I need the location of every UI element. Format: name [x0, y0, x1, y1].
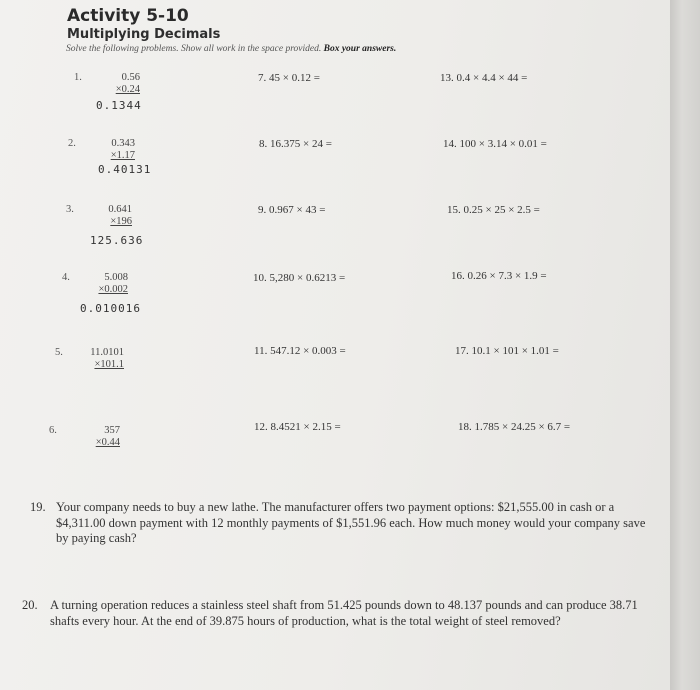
- page-edge-shadow: [670, 0, 700, 690]
- problem-10: [253, 272, 345, 284]
- problem-number: 5.: [55, 347, 63, 358]
- instructions: [66, 44, 396, 54]
- vertical-problem: [100, 72, 140, 96]
- problem-number: 12.: [254, 421, 268, 433]
- problem-number: 13.: [440, 72, 454, 84]
- problem-7: [258, 72, 320, 84]
- problem-number: 9.: [258, 204, 267, 216]
- problem-18: [458, 421, 570, 433]
- activity-title: Activity 5-10: [67, 6, 189, 26]
- handwritten-answer: 125.636: [90, 234, 144, 247]
- handwritten-answer: 0.1344: [96, 99, 142, 112]
- problem-text: 16.375 × 24 =: [270, 138, 332, 150]
- problem-text: 547.12 × 0.003 =: [270, 345, 346, 357]
- top-factor: 0.56: [121, 72, 140, 83]
- problem-number: 15.: [447, 204, 461, 216]
- problem-number: 7.: [258, 72, 267, 84]
- problem-number: 17.: [455, 345, 469, 357]
- problem-number: 18.: [458, 421, 472, 433]
- problem-13: [440, 72, 527, 84]
- problem-text: 5,280 × 0.6213 =: [269, 272, 346, 284]
- word-problem-20: A turning operation reduces a stainless steel shaft from 51.425 pounds down to 48.137 pounds and can produce 38.71 shafts every hour. At the end of 39.875 hours of production, what is the total weight of steel removed?: [50, 598, 638, 628]
- vertical-problem: [95, 138, 135, 162]
- bottom-factor: ×0.44: [95, 437, 120, 448]
- problem-8: [259, 138, 332, 150]
- problem-text: 45 × 0.12 =: [269, 72, 320, 84]
- question-number: 19.: [30, 500, 46, 514]
- question-number: 20.: [22, 598, 38, 612]
- top-factor: 357: [104, 425, 120, 436]
- vertical-problem: [84, 272, 128, 296]
- problem-text: 100 × 3.14 × 0.01 =: [459, 138, 547, 150]
- instructions-box-text: Box your answers.: [323, 44, 397, 54]
- handwritten-answer: 0.010016: [80, 302, 141, 315]
- problem-12: [254, 421, 341, 433]
- top-factor: 0.343: [111, 138, 135, 149]
- vertical-problem: [80, 425, 120, 449]
- problem-15: [447, 204, 540, 216]
- bottom-factor: ×196: [110, 216, 132, 227]
- bottom-factor: ×101.1: [94, 359, 124, 370]
- handwritten-answer: 0.40131: [98, 163, 152, 176]
- bottom-factor: ×1.17: [110, 150, 135, 161]
- problem-text: 0.4 × 4.4 × 44 =: [456, 72, 528, 84]
- bottom-factor: ×0.24: [115, 84, 140, 95]
- top-factor: 0.641: [108, 204, 132, 215]
- vertical-problem: [92, 204, 132, 228]
- problem-number: 2.: [68, 138, 76, 149]
- problem-number: 1.: [74, 72, 82, 83]
- word-problem-19: Your company needs to buy a new lathe. The manufacturer offers two payment options: $21,555.00 in cash or a $4,311.00 down payment with 12 monthly payments of $1,551.96 each. How much money would your company save by paying cash?: [56, 500, 646, 545]
- problem-14: [443, 138, 547, 150]
- bottom-factor: ×0.002: [98, 284, 128, 295]
- problem-number: 14.: [443, 138, 457, 150]
- problem-17: [455, 345, 559, 357]
- activity-subtitle: Multiplying Decimals: [67, 27, 221, 42]
- problem-text: 1.785 × 24.25 × 6.7 =: [474, 421, 571, 433]
- problem-text: 10.1 × 101 × 1.01 =: [471, 345, 559, 357]
- top-factor: 11.0101: [90, 347, 124, 358]
- problem-text: 0.26 × 7.3 × 1.9 =: [467, 270, 547, 282]
- problem-number: 6.: [49, 425, 57, 436]
- problem-11: [254, 345, 346, 357]
- problem-number: 3.: [66, 204, 74, 215]
- problem-text: 8.4521 × 2.15 =: [270, 421, 341, 433]
- instructions-text: Solve the following problems. Show all work in the space provided.: [66, 44, 322, 54]
- problem-number: 10.: [253, 272, 267, 284]
- top-factor: 5.008: [104, 272, 128, 283]
- problem-number: 4.: [62, 272, 70, 283]
- problem-text: 0.25 × 25 × 2.5 =: [463, 204, 540, 216]
- problem-9: [258, 204, 325, 216]
- problem-number: 11.: [254, 345, 268, 357]
- problem-16: [451, 270, 547, 282]
- problem-number: 8.: [259, 138, 268, 150]
- vertical-problem: [76, 347, 124, 371]
- problem-number: 16.: [451, 270, 465, 282]
- problem-text: 0.967 × 43 =: [269, 204, 326, 216]
